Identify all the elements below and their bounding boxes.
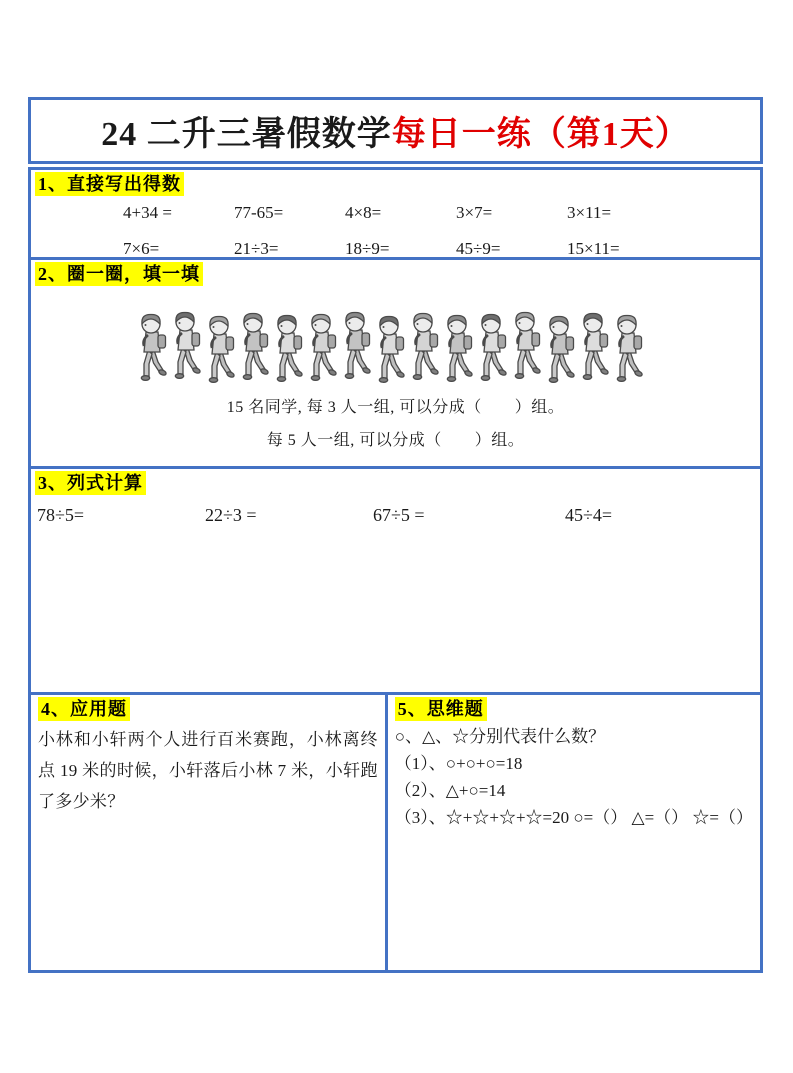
walking-child-icon (577, 311, 611, 389)
walking-child-icon (373, 314, 407, 392)
section-1-problems-row-2 (35, 239, 756, 259)
walking-child-icon (203, 314, 237, 392)
section-2-grouping (31, 260, 760, 469)
math-problem: 4+34 = (123, 203, 172, 222)
math-problem: 3×7= (456, 203, 493, 222)
section-4-heading: 4、应用题 (38, 697, 130, 721)
walking-child-icon (543, 314, 577, 392)
bottom-row (31, 695, 760, 970)
math-problem: 15×11= (567, 239, 620, 258)
walking-child-icon (135, 312, 169, 390)
thinking-problem-item: （2）、△+○=14 (394, 781, 506, 800)
math-problem: 77-65= (234, 203, 284, 222)
math-problem: 45÷4= (565, 505, 613, 525)
thinking-problem-item: （3）、☆+☆+☆+☆=20 ○=（） △=（） ☆=（） (394, 808, 753, 827)
section-3-heading: 3、列式计算 (35, 471, 146, 495)
word-problem-text: 小林和小轩两个人进行百米赛跑，小林离终点 19 米的时候，小轩落后小林 7 米，小轩跑了多少米？ (38, 730, 378, 811)
walking-child-icon (441, 313, 475, 391)
section-3-column-calc (31, 469, 760, 695)
math-problem: 21÷3= (234, 239, 279, 258)
walking-child-icon (339, 310, 373, 388)
thinking-problem-item: （1）、○+○+○=18 (394, 754, 523, 773)
walking-child-icon (407, 311, 441, 389)
page-title-black: 24 二升三暑假数学 (101, 116, 392, 153)
walking-child-icon (271, 313, 305, 391)
walking-child-icon (611, 313, 645, 391)
worksheet-table (28, 167, 763, 973)
walking-child-icon (475, 312, 509, 390)
walking-child-icon (509, 310, 543, 388)
grouping-question-1: 15 名同学, 每 3 人一组, 可以分成（ ）组。 (226, 399, 565, 416)
section-1-mental-math (31, 170, 760, 260)
grouping-question-2: 每 5 人一组, 可以分成（ ）组。 (266, 432, 525, 449)
math-problem: 45÷9= (456, 239, 501, 258)
math-problem: 78÷5= (37, 505, 85, 525)
children-illustration (135, 296, 756, 388)
math-problem: 3×11= (567, 203, 612, 222)
section-1-problems-row-1 (35, 203, 756, 223)
math-problem: 22÷3 = (205, 505, 257, 525)
section-5-heading: 5、思维题 (395, 697, 487, 721)
section-1-heading: 1、直接写出得数 (35, 172, 184, 196)
walking-child-icon (305, 312, 339, 390)
math-problem: 18÷9= (345, 239, 390, 258)
page-title-red: 每日一练（第1天） (391, 116, 690, 153)
section-3-problems (35, 505, 756, 526)
walking-child-icon (169, 310, 203, 388)
section-5-thinking-problem (388, 695, 760, 970)
thinking-problem-intro: ○、△、☆分别代表什么数？ (394, 727, 606, 746)
math-problem: 7×6= (123, 239, 160, 258)
math-problem: 67÷5 = (373, 505, 425, 525)
section-2-heading: 2、圈一圈，填一填 (35, 262, 203, 286)
section-4-word-problem (31, 695, 388, 970)
worksheet-title-box (28, 97, 763, 164)
page-title (101, 106, 690, 155)
math-problem: 4×8= (345, 203, 382, 222)
walking-child-icon (237, 311, 271, 389)
